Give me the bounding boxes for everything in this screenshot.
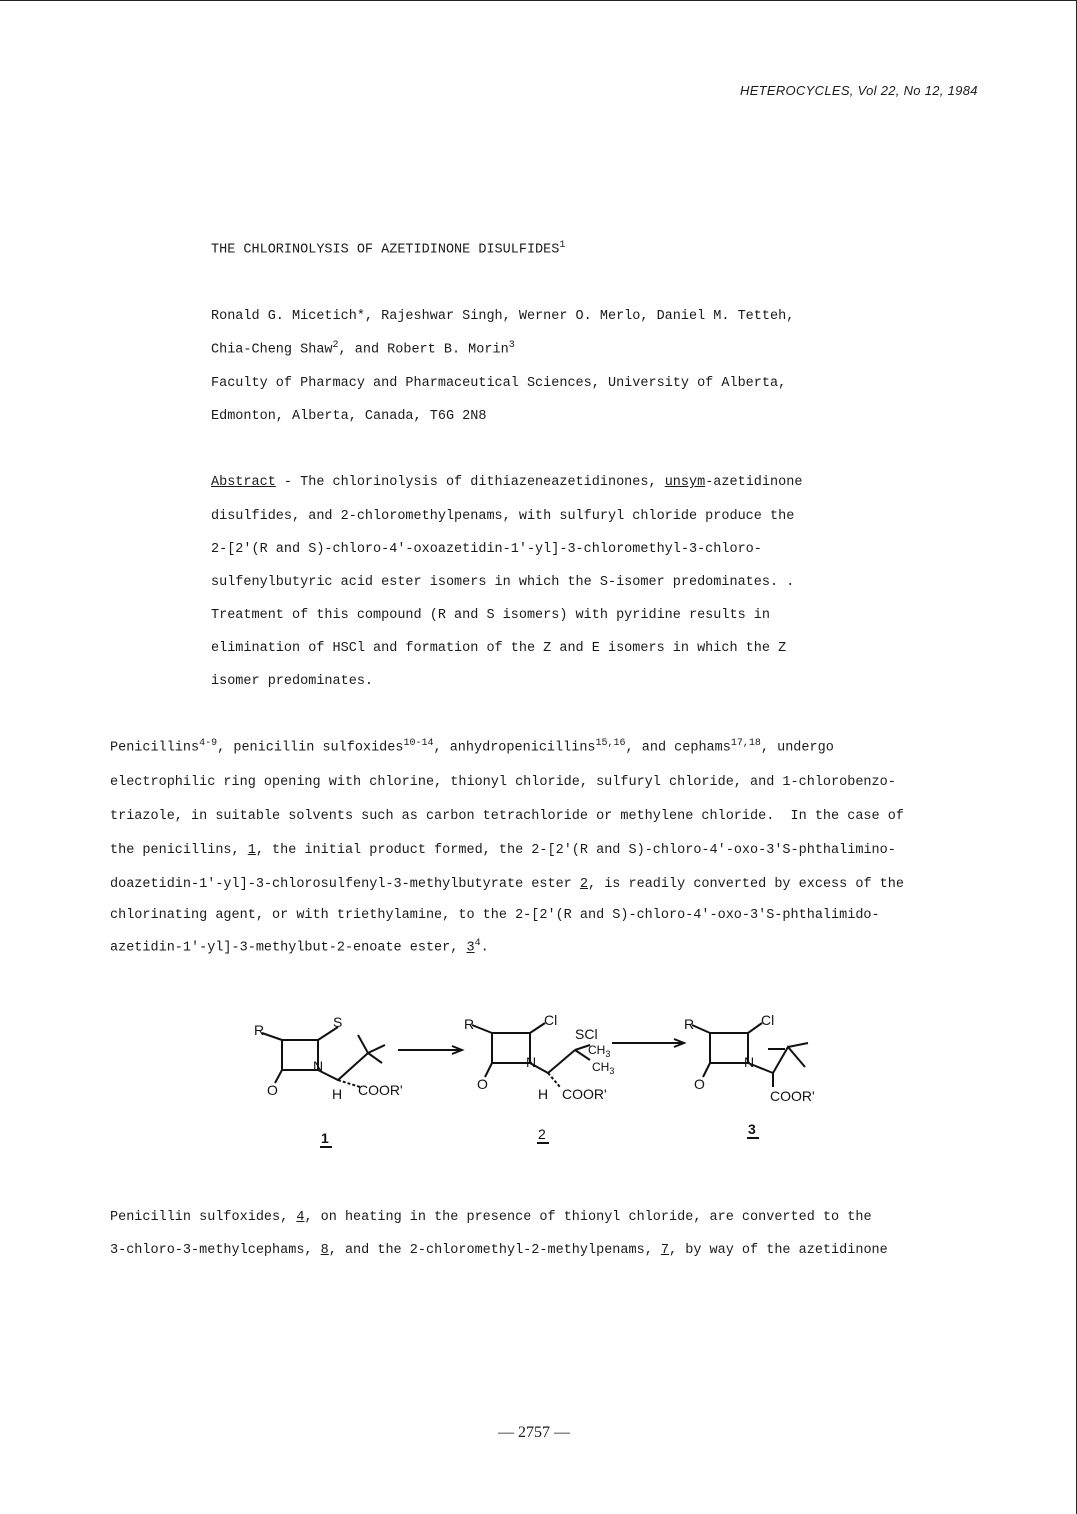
atom-scl-2: SCl (575, 1026, 598, 1042)
atom-o-1: O (267, 1082, 278, 1098)
atom-s-1: S (333, 1014, 343, 1030)
compound-label-1: 1 (321, 1130, 329, 1146)
beta-lactam-ring-2 (492, 1033, 530, 1063)
atom-n-3: N (744, 1054, 755, 1070)
body-p1-line-4: the penicillins, 1, the initial product formed, the 2-[2'(R and S)-chloro-4'-oxo-3'S-phthalimino- (110, 843, 896, 858)
reaction-scheme (240, 1005, 840, 1155)
abstract-line-5: Treatment of this compound (R and S isomers) with pyridine results in (211, 608, 770, 623)
beta-lactam-ring-3 (710, 1033, 748, 1063)
abstract-line-4: sulfenylbutyric acid ester isomers in which the S-isomer predominates. . (211, 575, 795, 590)
atom-h-1: H (332, 1086, 343, 1102)
abstract-line-7: isomer predominates. (211, 674, 374, 689)
abstract-line-3: 2-[2'(R and S)-chloro-4'-oxoazetidin-1'-yl]-3-chloromethyl-3-chloro- (211, 542, 762, 557)
affiliation-line-2: Edmonton, Alberta, Canada, T6G 2N8 (211, 409, 487, 424)
page-number: — 2757 — (498, 1424, 570, 1441)
abstract-line-2: disulfides, and 2-chloromethylpenams, with sulfuryl chloride produce the (211, 509, 795, 524)
atom-n-1: N (313, 1058, 324, 1074)
atom-o-3: O (694, 1076, 705, 1092)
atom-r-3: R (684, 1016, 695, 1032)
authors-line-1: Ronald G. Micetich*, Rajeshwar Singh, Werner O. Merlo, Daniel M. Tetteh, (211, 309, 795, 324)
affiliation-line-1: Faculty of Pharmacy and Pharmaceutical Sciences, University of Alberta, (211, 376, 787, 391)
article-title: THE CHLORINOLYSIS OF AZETIDINONE DISULFIDES$^1$ (211, 240, 566, 258)
body-p1-line-5: doazetidin-1'-yl]-3-chlorosulfenyl-3-methylbutyrate ester 2, is readily converted by excess of the (110, 877, 904, 892)
atom-r-2: R (464, 1016, 475, 1032)
atom-ch3-b: $CH_3$ (592, 1060, 615, 1076)
atom-coor-3: COOR' (770, 1088, 815, 1104)
atom-o-2: O (477, 1076, 488, 1092)
compound-label-2: 2 (538, 1126, 546, 1142)
body-p1-line-6: chlorinating agent, or with triethylamine, to the 2-[2'(R and S)-chloro-4'-oxo-3'S-phthalimido- (110, 908, 880, 923)
body-p1-line-3: triazole, in suitable solvents such as carbon tetrachloride or methylene chloride. In the case of (110, 809, 904, 824)
atom-coor-2: COOR' (562, 1086, 607, 1102)
atom-cl-3: Cl (761, 1012, 775, 1028)
abstract-line-1: Abstract - The chlorinolysis of dithiazeneazetidinones, unsym-azetidinone (211, 475, 803, 490)
abstract-line-6: elimination of HSCl and formation of the Z and E isomers in which the Z (211, 641, 787, 656)
body-p1-line-7: azetidin-1'-yl]-3-methylbut-2-enoate ester, $3^4$. (110, 938, 489, 956)
page-border-top (0, 0, 1077, 1)
body-p1-line-2: electrophilic ring opening with chlorine, thionyl chloride, sulfuryl chloride, and 1-chlorobenzo- (110, 775, 896, 790)
journal-header: HETEROCYCLES, Vol 22, No 12, 1984 (740, 83, 978, 98)
atom-r-1: R (254, 1022, 265, 1038)
body-p2-line-1: Penicillin sulfoxides, 4, on heating in the presence of thionyl chloride, are converted to the (110, 1210, 872, 1225)
body-p2-line-2: 3-chloro-3-methylcephams, 8, and the 2-chloromethyl-2-methylpenams, 7, by way of the azetidinone (110, 1243, 888, 1258)
atom-cl-2: Cl (544, 1012, 558, 1028)
compound-label-3: 3 (748, 1121, 756, 1137)
authors-line-2: Chia-Cheng Shaw$^2$, and Robert B. Morin$^3$ (211, 340, 515, 358)
atom-h-2: H (538, 1086, 549, 1102)
atom-coor-1: COOR' (358, 1082, 403, 1098)
atom-n-2: N (526, 1054, 537, 1070)
body-p1-line-1: Penicillins$^{4-9}$, penicillin sulfoxides$^{10-14}$, anhydropenicillins$^{15,16}$, and cephams$^{17,18}$, undergo (110, 738, 834, 756)
atom-ch3-a: $CH_3$ (588, 1043, 611, 1059)
